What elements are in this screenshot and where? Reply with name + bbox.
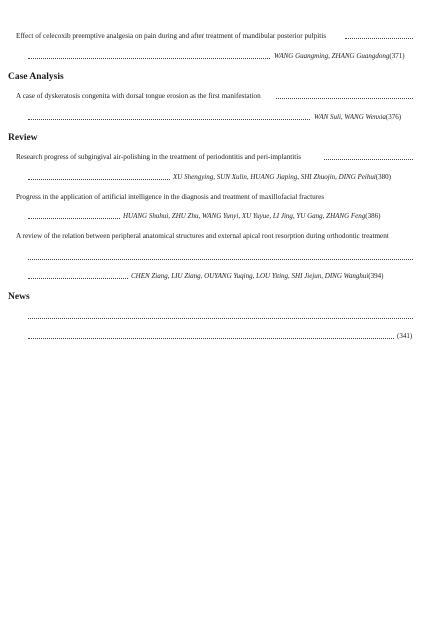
entry-title[interactable]: Research progress of subgingival air-polishing in the treatment of periodontitis and peri-implantitis bbox=[16, 153, 302, 161]
leader-dots bbox=[28, 272, 128, 281]
entry-page-wrapper bbox=[397, 332, 412, 341]
leader-dots bbox=[324, 153, 413, 162]
entry-page: (386) bbox=[365, 212, 381, 220]
leader-dots bbox=[28, 332, 394, 341]
entry-page: (394) bbox=[368, 272, 384, 280]
entry-page: (371) bbox=[389, 52, 405, 60]
section-heading: Review bbox=[8, 133, 38, 143]
leader-dots bbox=[28, 253, 413, 262]
entry-authors: WAN Suli, WANG Wenxia(376) bbox=[314, 113, 402, 121]
entry-page: (341) bbox=[397, 332, 413, 340]
entry-authors: WANG Guangming, ZHANG Guangdong(371) bbox=[274, 52, 405, 60]
leader-dots bbox=[276, 92, 413, 101]
leader-dots bbox=[28, 52, 270, 61]
entry-page: (376) bbox=[385, 113, 402, 121]
entry-authors: CHEN Ziang, LIU Ziang, OUYANG Yuqing, LOU Yiting, SHI Jiejun, DING Wanghui(394) bbox=[131, 272, 384, 280]
entry-authors: XU Shengying, SUN Xulin, HUANG Jiaping, SHI Zhuojin, DING Peihui(380) bbox=[173, 173, 391, 181]
entry-page: (380) bbox=[375, 173, 391, 181]
section-heading: Case Analysis bbox=[8, 72, 64, 82]
section-heading: News bbox=[8, 292, 30, 302]
leader-dots bbox=[28, 173, 170, 182]
leader-dots bbox=[28, 312, 413, 321]
entry-title[interactable]: Effect of celecoxib preemptive analgesia on pain during and after treatment of mandibular posterior pulpitis bbox=[16, 32, 327, 40]
entry-authors: HUANG Shuhui, ZHU Zhu, WANG Yunyi, XU Yuyue, LI Jing, YU Gang, ZHANG Feng(386) bbox=[123, 212, 381, 220]
leader-dots bbox=[28, 212, 120, 221]
entry-title[interactable]: Progress in the application of artificial intelligence in the diagnosis and treatment of maxillofacial fractures bbox=[16, 193, 325, 201]
leader-dots bbox=[345, 32, 413, 41]
entry-title[interactable]: A review of the relation between peripheral anatomical structures and external apical root resorption during orthodontic treatment bbox=[16, 232, 389, 240]
entry-title[interactable]: A case of dyskeratosis congenita with dorsal tongue erosion as the first manifestation bbox=[16, 92, 261, 100]
leader-dots bbox=[28, 113, 310, 122]
